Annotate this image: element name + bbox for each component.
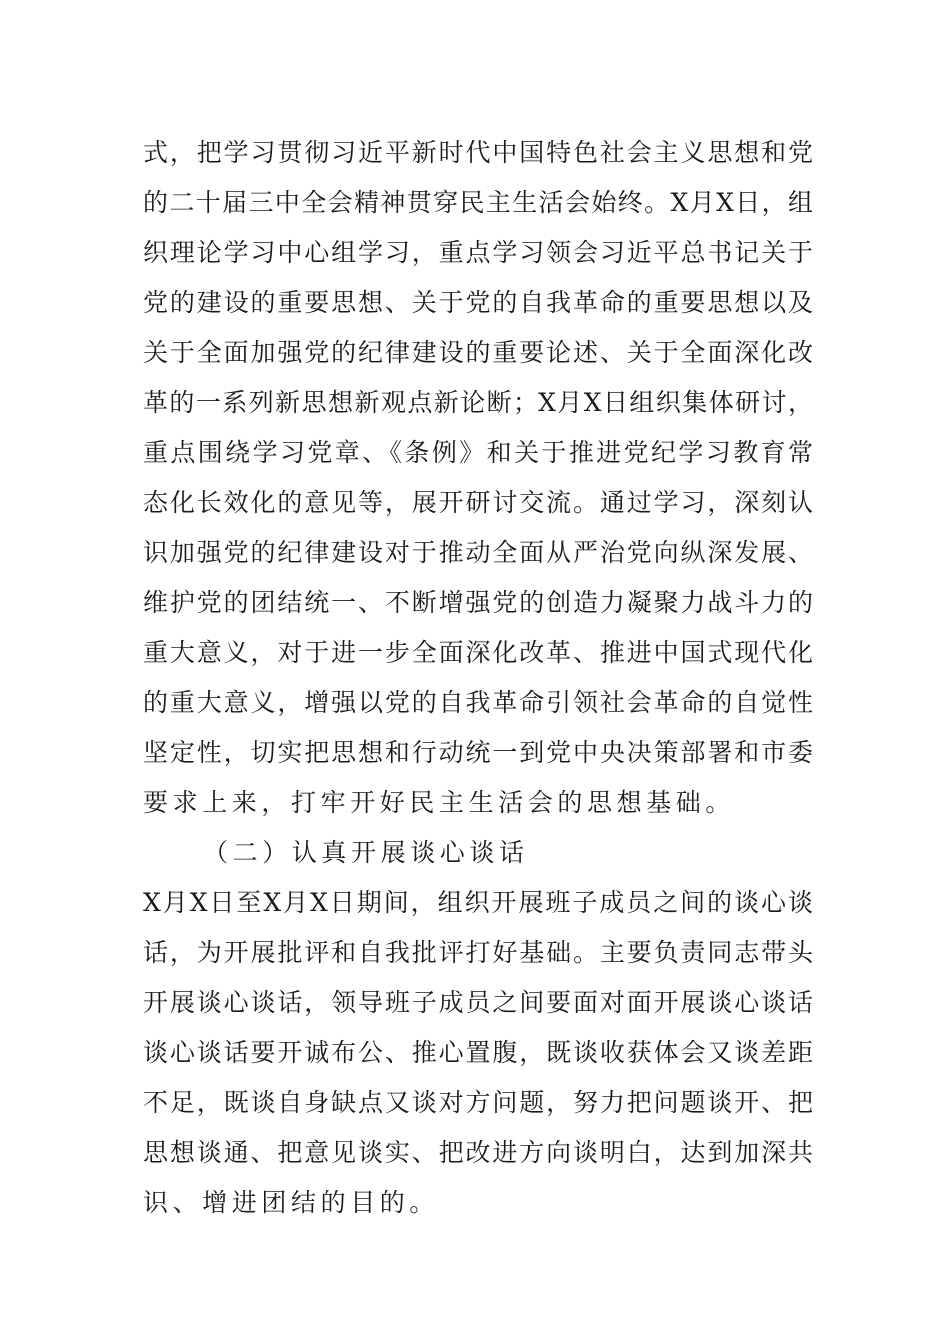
paragraph-1-line: 重点围绕学习党章、《条例》和关于推进党纪学习教育常 <box>143 438 813 467</box>
paragraph-1-line: 式，把学习贯彻习近平新时代中国特色社会主义思想和党 <box>143 138 813 167</box>
paragraph-2-line: 识、增进团结的目的。 <box>143 1188 440 1217</box>
paragraph-1-line: 识加强党的纪律建设对于推动全面从严治党向纵深发展、 <box>143 538 813 567</box>
paragraph-2-line: 谈心谈话要开诚布公、推心置腹，既谈收获体会又谈差距 <box>143 1038 813 1067</box>
paragraph-1-line: 织理论学习中心组学习，重点学习领会习近平总书记关于 <box>143 238 813 267</box>
paragraph-1-line: 革的一系列新思想新观点新论断；X月X日组织集体研讨， <box>143 388 813 417</box>
paragraph-1-line: 关于全面加强党的纪律建设的重要论述、关于全面深化改 <box>143 338 813 367</box>
paragraph-2-line: 思想谈通、把意见谈实、把改进方向谈明白，达到加深共 <box>143 1138 813 1167</box>
paragraph-2-line: 话，为开展批评和自我批评打好基础。主要负责同志带头 <box>143 938 813 967</box>
paragraph-1-line: 的二十届三中全会精神贯穿民主生活会始终。X月X日，组 <box>143 188 813 217</box>
paragraph-1-line: 党的建设的重要思想、关于党的自我革命的重要思想以及 <box>143 288 813 317</box>
paragraph-2-line: X月X日至X月X日期间，组织开展班子成员之间的谈心谈 <box>143 888 813 917</box>
paragraph-1-line: 的重大意义，增强以党的自我革命引领社会革命的自觉性 <box>143 688 813 717</box>
paragraph-1-line: 要求上来，打牢开好民主生活会的思想基础。 <box>143 788 736 817</box>
paragraph-2-line: 不足，既谈自身缺点又谈对方问题，努力把问题谈开、把 <box>143 1088 813 1117</box>
paragraph-1-line: 维护党的团结统一、不断增强党的创造力凝聚力战斗力的 <box>143 588 813 617</box>
paragraph-1-line: 重大意义，对于进一步全面深化改革、推进中国式现代化 <box>143 638 813 667</box>
paragraph-2-line: 开展谈心谈话，领导班子成员之间要面对面开展谈心谈话 <box>143 988 813 1017</box>
section-heading: （二）认真开展谈心谈话 <box>203 838 529 867</box>
paragraph-1-line: 坚定性，切实把思想和行动统一到党中央决策部署和市委 <box>143 738 813 767</box>
paragraph-1-line: 态化长效化的意见等，展开研讨交流。通过学习，深刻认 <box>143 488 813 517</box>
